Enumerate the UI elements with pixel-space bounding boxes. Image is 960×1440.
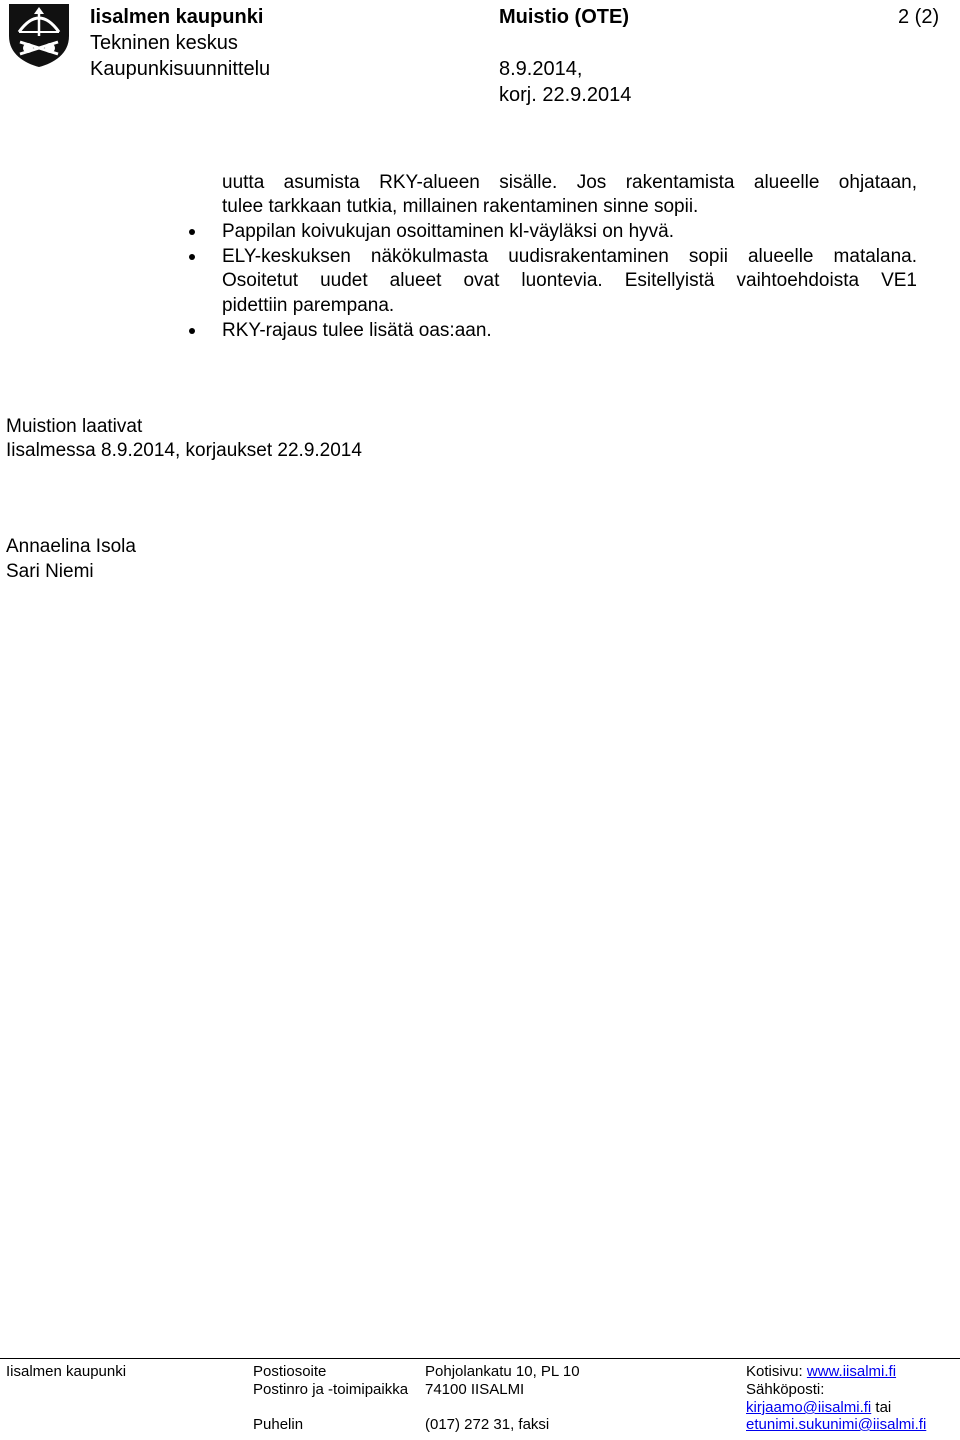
footer-zip-label: Postinro ja -toimipaikka	[253, 1381, 409, 1398]
bullet-dot	[189, 328, 195, 334]
footer-phone-label: Puhelin	[253, 1416, 304, 1433]
document-date: 8.9.2014,	[499, 58, 583, 80]
homepage-link[interactable]: www.iisalmi.fi	[806, 1363, 897, 1380]
coat-of-arms-logo	[6, 2, 72, 68]
footer-email-line	[746, 1399, 891, 1417]
signer-name-1: Annaelina Isola	[6, 536, 136, 557]
page-number: 2 (2)	[898, 6, 940, 28]
bullet-dot	[189, 254, 195, 260]
continuation-line-1: uutta asumista RKY-alueen sisälle. Jos rakentamista alueelle ohjataan,	[222, 172, 917, 193]
email-link-kirjaamo[interactable]: kirjaamo@iisalmi.fi	[746, 1399, 872, 1416]
bullet-1-text: Pappilan koivukujan osoittaminen kl-väyläksi on hyvä.	[222, 221, 675, 242]
footer-email-line-2	[746, 1416, 926, 1434]
signature-place-date: Iisalmessa 8.9.2014, korjaukset 22.9.2014	[6, 440, 362, 461]
document-type: Muistio (OTE)	[499, 6, 629, 28]
footer-org: Iisalmen kaupunki	[6, 1363, 127, 1380]
bullet-2-line-1: ELY-keskuksen näkökulmasta uudisrakentaminen sopii alueelle matalana.	[222, 246, 917, 267]
org-name: Iisalmen kaupunki	[90, 6, 264, 28]
footer-zip-value: 74100 IISALMI	[425, 1381, 525, 1398]
signer-name-2: Sari Niemi	[6, 561, 94, 582]
signature-heading: Muistion laativat	[6, 416, 143, 437]
footer-phone-value: (017) 272 31, faksi	[425, 1416, 550, 1433]
footer-email-label: Sähköposti:	[746, 1381, 825, 1398]
footer-homepage-label: Kotisivu:	[746, 1363, 803, 1380]
unit: Kaupunkisuunnittelu	[90, 58, 271, 80]
bullet-2-line-3: pidettiin parempana.	[222, 295, 395, 316]
footer-email-or: tai	[875, 1399, 892, 1416]
footer-postal-value: Pohjolankatu 10, PL 10	[425, 1363, 580, 1380]
email-link-personal[interactable]: etunimi.sukunimi@iisalmi.fi	[746, 1416, 927, 1433]
footer-postal-label: Postiosoite	[253, 1363, 327, 1380]
footer-homepage	[746, 1363, 896, 1381]
bullet-2-line-2: Osoitetut uudet alueet ovat luontevia. Esitellyistä vaihtoehdoista VE1	[222, 270, 917, 291]
footer-divider	[0, 1358, 960, 1359]
bullet-dot	[189, 229, 195, 235]
document-date-corrected: korj. 22.9.2014	[499, 84, 632, 106]
continuation-line-2: tulee tarkkaan tutkia, millainen rakentaminen sinne sopii.	[222, 196, 699, 217]
department: Tekninen keskus	[90, 32, 238, 54]
bullet-3-text: RKY-rajaus tulee lisätä oas:aan.	[222, 320, 492, 341]
